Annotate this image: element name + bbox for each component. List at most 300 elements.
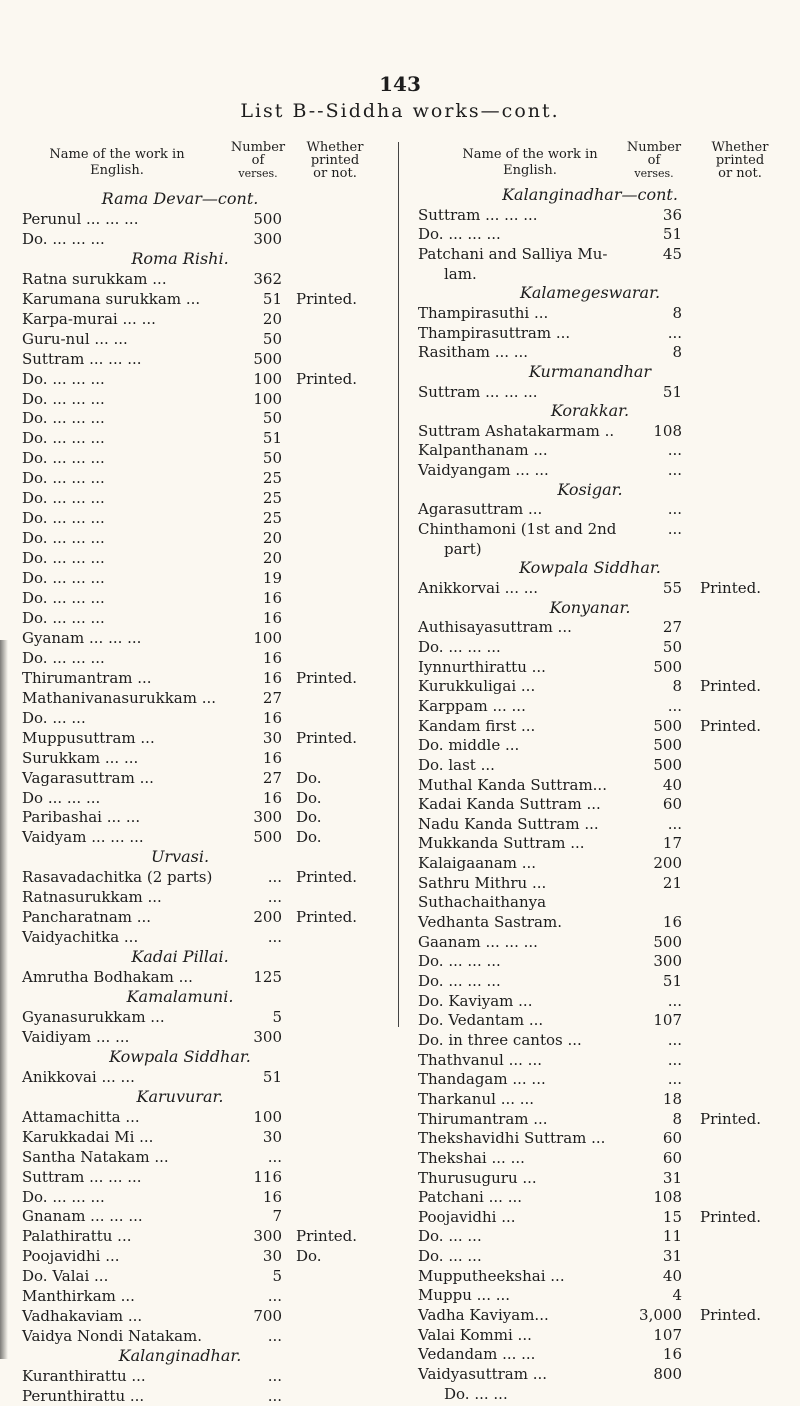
section-heading: Kowpala Siddhar.	[109, 1046, 251, 1066]
header-name-line-1: Name of the work in	[462, 147, 598, 162]
section-heading: Rama Devar—cont.	[101, 189, 259, 208]
list-item	[400, 617, 800, 637]
work-name: Do. ... ...	[418, 1247, 482, 1266]
list-item	[400, 1050, 800, 1070]
verse-count: ...	[267, 1367, 282, 1386]
verse-count: 25	[262, 509, 282, 528]
verse-count: 108	[653, 421, 682, 440]
work-name: Do. last ...	[418, 755, 495, 774]
verse-count: 51	[662, 972, 682, 990]
work-name: Paribashai ... ...	[22, 808, 141, 827]
list-item	[0, 827, 400, 847]
list-item	[0, 967, 400, 987]
work-name: Gaanam ... ... ...	[418, 932, 538, 951]
verse-count: 4	[672, 1286, 682, 1305]
work-name: Do. ... ...	[22, 708, 86, 727]
verse-count: 16	[662, 913, 682, 932]
work-name: Muthal Kanda Suttram...	[418, 775, 607, 794]
verse-count: 500	[653, 755, 682, 774]
list-item	[0, 548, 400, 568]
work-name: Vagarasuttram ...	[22, 768, 154, 787]
verse-count: ...	[267, 1387, 282, 1405]
verse-count: 300	[253, 1027, 282, 1046]
list-item	[0, 668, 400, 688]
header-name-line-2: English.	[90, 163, 144, 178]
work-name: Gyanam ... ... ...	[22, 628, 142, 647]
list-item	[400, 1226, 800, 1246]
verse-count: 200	[653, 854, 682, 873]
work-name: Attamachitta ...	[22, 1107, 140, 1126]
work-name: Do. ... ... ...	[22, 369, 105, 388]
work-name: Poojavidhi ...	[22, 1247, 120, 1266]
verse-count: 50	[262, 329, 282, 348]
printed-status: Do.	[296, 828, 322, 847]
work-name: Amrutha Bodhakam ...	[22, 968, 193, 987]
printed-status: Printed.	[700, 1109, 761, 1128]
verse-count: ...	[667, 1050, 682, 1069]
verse-count: 7	[272, 1207, 282, 1226]
list-item	[400, 1207, 800, 1227]
verse-count: 200	[253, 908, 282, 927]
printed-status: Printed.	[296, 369, 357, 388]
work-name: Do. ... ... ...	[22, 608, 105, 627]
verse-count: 40	[662, 775, 682, 794]
list-item	[400, 342, 800, 362]
work-name: Suttram ... ... ...	[418, 205, 538, 224]
list-item	[0, 428, 400, 448]
work-name: Do. Kaviyam ...	[418, 991, 533, 1010]
verse-count: ...	[267, 1147, 282, 1166]
work-name: Thampirasuttram ...	[418, 323, 571, 342]
work-name: Do. Vedantam ...	[418, 1011, 544, 1030]
list-item	[400, 1285, 800, 1305]
list-item	[400, 499, 800, 519]
verse-count: ...	[267, 928, 282, 947]
section-heading: Konyanar.	[549, 597, 631, 617]
list-item	[0, 488, 400, 508]
header-printed-line-1: Whether	[711, 140, 769, 155]
work-name: Rasavadachitka (2 parts)	[22, 868, 213, 887]
verse-count: 16	[262, 1187, 282, 1206]
work-name: Do. in three cantos ...	[418, 1030, 582, 1049]
verse-count: 116	[253, 1167, 282, 1186]
list-item	[400, 873, 800, 893]
work-name: Nadu Kanda Suttram ...	[418, 814, 599, 833]
list-item	[400, 440, 800, 460]
header-printed-line-2: printed	[715, 153, 765, 168]
work-name: Gyanasurukkam ...	[22, 1007, 165, 1026]
printed-status: Printed.	[296, 728, 357, 747]
list-item	[0, 748, 400, 768]
verse-count: ...	[667, 441, 682, 460]
list-item	[400, 1030, 800, 1050]
section-heading: Korakkar.	[550, 401, 630, 421]
work-name: Perunul ... ... ...	[22, 209, 139, 228]
work-name: Vadhakaviam ...	[22, 1307, 143, 1326]
verse-count: 30	[262, 728, 282, 747]
list-item	[0, 907, 400, 927]
work-name: Do. ... ... ...	[22, 389, 105, 408]
list-item	[400, 1187, 800, 1207]
work-name: Karppam ... ...	[418, 696, 526, 715]
work-name: Do. ... ... ...	[418, 225, 501, 244]
list-item	[0, 1226, 400, 1246]
work-name: Do. ... ... ...	[22, 648, 105, 667]
list-item	[400, 814, 800, 834]
work-name: Patchani ... ...	[418, 1188, 522, 1207]
work-name: Do. ... ... ...	[22, 229, 105, 248]
list-item	[0, 588, 400, 608]
verse-count: 300	[253, 229, 282, 248]
list-item	[400, 1364, 800, 1384]
list-item	[0, 1246, 400, 1266]
work-name: Vaidyangam ... ...	[418, 461, 549, 480]
verse-count: 20	[262, 529, 282, 548]
verse-count: 25	[262, 489, 282, 508]
work-name: Mukkanda Suttram ...	[418, 834, 585, 853]
work-name: Mupputheekshai ...	[418, 1266, 565, 1285]
work-name: Do. ... ... ...	[22, 1187, 105, 1206]
list-item	[0, 508, 400, 528]
section-heading: Kurmanandhar	[528, 361, 652, 381]
work-name: Do. ... ... ...	[418, 637, 501, 656]
verse-count: ...	[667, 323, 682, 342]
work-name: Chinthamoni (1st and 2nd	[418, 520, 617, 539]
verse-count: 19	[262, 569, 282, 588]
verse-count: 21	[662, 873, 682, 892]
verse-count: 100	[253, 1107, 282, 1126]
verse-count: ...	[667, 520, 682, 539]
work-name: Perunthirattu ...	[22, 1387, 145, 1405]
list-item	[400, 1266, 800, 1286]
verse-count: 500	[653, 736, 682, 755]
printed-status: Printed.	[296, 289, 357, 308]
work-name: Do. ... ... ...	[22, 449, 105, 468]
work-name: Karukkadai Mi ...	[22, 1127, 154, 1146]
work-name: Thirumantram ...	[22, 668, 152, 687]
verse-count: 27	[262, 768, 282, 787]
list-item	[0, 528, 400, 548]
list-item	[400, 224, 800, 244]
verse-count: 107	[653, 1011, 682, 1030]
list-item	[0, 1167, 400, 1187]
work-name: Kalpanthanam ...	[418, 441, 548, 460]
verse-count: 362	[253, 269, 282, 288]
right-column	[400, 0, 800, 1403]
verse-count: 45	[662, 244, 682, 263]
list-item	[0, 688, 400, 708]
list-item	[0, 867, 400, 887]
work-name: Thathvanul ... ...	[418, 1050, 542, 1069]
list-item	[0, 768, 400, 788]
work-name: Vaidyam ... ... ...	[22, 828, 144, 847]
verse-count: 107	[653, 1325, 682, 1344]
section-heading: Roma Rishi.	[131, 248, 229, 268]
printed-status: Do.	[296, 768, 322, 787]
work-name: Valai Kommi ...	[418, 1325, 532, 1344]
verse-count: 3,000	[639, 1306, 682, 1325]
list-item	[0, 568, 400, 588]
verse-count: 300	[253, 808, 282, 827]
verse-count: 31	[662, 1168, 682, 1187]
work-name: Thekshai ... ...	[418, 1148, 525, 1167]
verse-count: 100	[253, 628, 282, 647]
work-name: Suttram ... ... ...	[22, 1167, 142, 1186]
list-item	[400, 696, 800, 716]
verse-count: 16	[262, 788, 282, 807]
list-item	[0, 448, 400, 468]
verse-count: 16	[262, 708, 282, 727]
header-number-line-1: Number	[230, 140, 286, 155]
work-name: Do. ... ... ...	[22, 569, 105, 588]
work-name: Iynnurthirattu ...	[418, 657, 546, 676]
work-name: Poojavidhi ...	[418, 1207, 516, 1226]
list-item-continuation	[400, 264, 800, 284]
verse-count: 300	[253, 1227, 282, 1246]
work-name: Do. ... ...	[418, 1227, 482, 1246]
work-name: Do. ... ... ...	[22, 589, 105, 607]
list-item	[400, 1128, 800, 1148]
verse-count: 8	[672, 1109, 682, 1128]
list-item	[0, 1067, 400, 1087]
verse-count: 18	[662, 1089, 682, 1108]
verse-count: 50	[262, 409, 282, 428]
list-item	[0, 887, 400, 907]
printed-status: Printed.	[700, 579, 761, 597]
list-item	[400, 912, 800, 932]
work-name: Karpa-murai ... ...	[22, 309, 156, 328]
verse-count: ...	[267, 1327, 282, 1346]
verse-count: 27	[262, 688, 282, 707]
work-name: Tharkanul ... ...	[418, 1089, 535, 1108]
list-item	[0, 1027, 400, 1047]
list-item-continuation	[400, 539, 800, 559]
work-name: Muppu ... ...	[418, 1286, 511, 1305]
verse-count: 50	[262, 449, 282, 468]
work-name: Kadai Kanda Suttram ...	[418, 795, 601, 814]
printed-status: Printed.	[296, 868, 357, 887]
list-item	[0, 289, 400, 309]
verse-count: 5	[272, 1267, 282, 1286]
verse-count: ...	[667, 461, 682, 480]
verse-count: 8	[672, 343, 682, 362]
verse-count: 5	[272, 1007, 282, 1026]
work-name: Ratna surukkam ...	[22, 269, 167, 288]
work-name: Thurusuguru ...	[418, 1168, 537, 1187]
work-name: Vaidiyam ... ...	[22, 1027, 130, 1046]
list-item	[400, 676, 800, 696]
verse-count: 20	[262, 309, 282, 328]
work-name: Suttram ... ... ...	[418, 382, 538, 401]
verse-count: ...	[267, 868, 282, 887]
list-item	[400, 637, 800, 657]
list-item	[400, 971, 800, 991]
verse-count: 17	[662, 834, 682, 853]
list-item	[400, 1325, 800, 1345]
list-item	[400, 1010, 800, 1030]
verse-count: 31	[662, 1247, 682, 1266]
verse-count: 16	[662, 1345, 682, 1364]
verse-count: 16	[262, 608, 282, 627]
list-item	[0, 1206, 400, 1226]
work-name: Thekshavidhi Suttram ...	[418, 1129, 606, 1148]
list-item	[0, 1127, 400, 1147]
work-name: Surukkam ... ...	[22, 748, 139, 767]
list-item	[400, 775, 800, 795]
list-item	[0, 209, 400, 229]
list-title: List B--Siddha works—cont.	[240, 100, 560, 122]
section-heading: Kalamegeswarar.	[519, 283, 661, 303]
work-name: Vedandam ... ...	[418, 1345, 536, 1364]
verse-count: 30	[262, 1127, 282, 1146]
verse-count: ...	[667, 696, 682, 715]
work-name: Rasitham ... ...	[418, 343, 529, 362]
work-name: Authisayasuttram ...	[418, 618, 572, 637]
list-item	[0, 1306, 400, 1326]
printed-status: Printed.	[296, 668, 357, 687]
work-name: Vedhanta Sastram.	[418, 913, 562, 932]
verse-count: 60	[662, 1129, 682, 1148]
list-item	[400, 578, 800, 598]
list-item	[0, 369, 400, 389]
work-name: Vaidyachitka ...	[22, 928, 139, 947]
work-name: Manthirkam ...	[22, 1287, 135, 1306]
verse-count: 60	[662, 1148, 682, 1167]
section-heading: Urvasi.	[150, 847, 210, 867]
verse-count: 51	[262, 289, 282, 308]
work-name: Vaidyasuttram ...	[418, 1365, 548, 1383]
header-number-line-3: verses.	[634, 167, 674, 180]
list-item	[0, 648, 400, 668]
printed-status: Printed.	[700, 716, 761, 735]
verse-count: 700	[253, 1307, 282, 1326]
list-item	[0, 1007, 400, 1027]
work-name: Do. Valai ...	[22, 1267, 109, 1286]
verse-count: 30	[262, 1247, 282, 1266]
list-item	[400, 932, 800, 952]
work-name: Do. ... ... ...	[22, 489, 105, 508]
work-name: Kurukkuligai ...	[418, 677, 536, 696]
list-item	[0, 1187, 400, 1207]
work-name: Do. ... ... ...	[22, 469, 105, 488]
work-name: Do. ... ... ...	[418, 972, 501, 990]
verse-count: 108	[653, 1188, 682, 1207]
list-item	[400, 1246, 800, 1266]
list-item	[400, 1344, 800, 1364]
header-printed-line-3: or not.	[718, 166, 762, 181]
list-item	[0, 788, 400, 808]
list-item	[0, 708, 400, 728]
work-name: Kuranthirattu ...	[22, 1367, 146, 1386]
work-name: Do. ... ... ...	[22, 509, 105, 528]
list-item	[400, 853, 800, 873]
verse-count: 500	[653, 657, 682, 676]
list-item	[400, 755, 800, 775]
list-item	[0, 389, 400, 409]
verse-count: 27	[662, 618, 682, 637]
work-name: Gnanam ... ... ...	[22, 1207, 143, 1226]
work-name: Do ... ... ...	[22, 788, 101, 807]
list-item	[0, 1366, 400, 1386]
list-item	[400, 1148, 800, 1168]
list-item	[400, 657, 800, 677]
list-item	[0, 468, 400, 488]
verse-count: ...	[667, 1070, 682, 1089]
printed-status: Printed.	[296, 908, 357, 927]
list-item	[400, 716, 800, 736]
work-name: Guru-nul ... ...	[22, 329, 128, 348]
verse-count: ...	[667, 991, 682, 1010]
verse-count: ...	[267, 1287, 282, 1306]
verse-count: 51	[662, 382, 682, 401]
list-item	[0, 229, 400, 249]
work-name: Anikkorvai ... ...	[418, 579, 539, 597]
printed-status: Do.	[296, 1247, 322, 1266]
list-item	[400, 833, 800, 853]
verse-count: 16	[262, 668, 282, 687]
list-item	[0, 269, 400, 289]
verse-count: 8	[672, 677, 682, 696]
verse-count: 25	[262, 469, 282, 488]
list-item	[0, 1107, 400, 1127]
verse-count: 36	[662, 205, 682, 224]
verse-count: 16	[262, 748, 282, 767]
work-name: Do. ... ... ...	[22, 529, 105, 548]
header-name-line-2: English.	[503, 163, 557, 178]
work-name: Palathirattu ...	[22, 1227, 132, 1246]
work-name: Muppusuttram ...	[22, 728, 155, 747]
verse-count: 500	[253, 828, 282, 847]
verse-count: 60	[662, 795, 682, 814]
list-item	[400, 1089, 800, 1109]
list-item	[400, 892, 800, 912]
work-name: Pancharatnam ...	[22, 908, 152, 927]
work-name: Vaidya Nondi Natakam.	[22, 1327, 203, 1346]
work-name: Anikkovai ... ...	[22, 1067, 135, 1086]
work-name: Mathanivanasurukkam ...	[22, 688, 217, 707]
section-heading: Kosigar.	[557, 479, 623, 499]
printed-status: Printed.	[700, 1207, 761, 1226]
list-item	[0, 309, 400, 329]
list-item	[400, 421, 800, 441]
verse-count: 16	[262, 589, 282, 607]
verse-count: 800	[653, 1365, 682, 1383]
work-name: Santha Natakam ...	[22, 1147, 169, 1166]
work-name: Do. ... ... ...	[418, 952, 501, 971]
list-item-continuation	[400, 1384, 800, 1404]
verse-count: 15	[662, 1207, 682, 1226]
list-item	[400, 460, 800, 480]
header-printed-line-1: Whether	[306, 140, 364, 155]
verse-count: 500	[653, 716, 682, 735]
work-name: Ratnasurukkam ...	[22, 888, 162, 907]
verse-count: 500	[253, 209, 282, 228]
page-number: 143	[379, 72, 421, 96]
header-printed-line-3: or not.	[313, 166, 357, 181]
list-item	[0, 807, 400, 827]
section-heading: Kowpala Siddhar.	[519, 558, 661, 578]
verse-count: 20	[262, 549, 282, 568]
header-printed-line-2: printed	[310, 153, 360, 168]
header-number-line-2: of	[647, 153, 661, 168]
left-column	[0, 0, 400, 1405]
work-name: Suttram Ashatakarmam ..	[418, 421, 615, 440]
list-item	[0, 1326, 400, 1346]
header-name-line-1: Name of the work in	[49, 147, 185, 162]
printed-status: Printed.	[296, 1227, 357, 1246]
work-name: Do. ... ...	[444, 1384, 508, 1403]
verse-count: ...	[667, 1030, 682, 1049]
